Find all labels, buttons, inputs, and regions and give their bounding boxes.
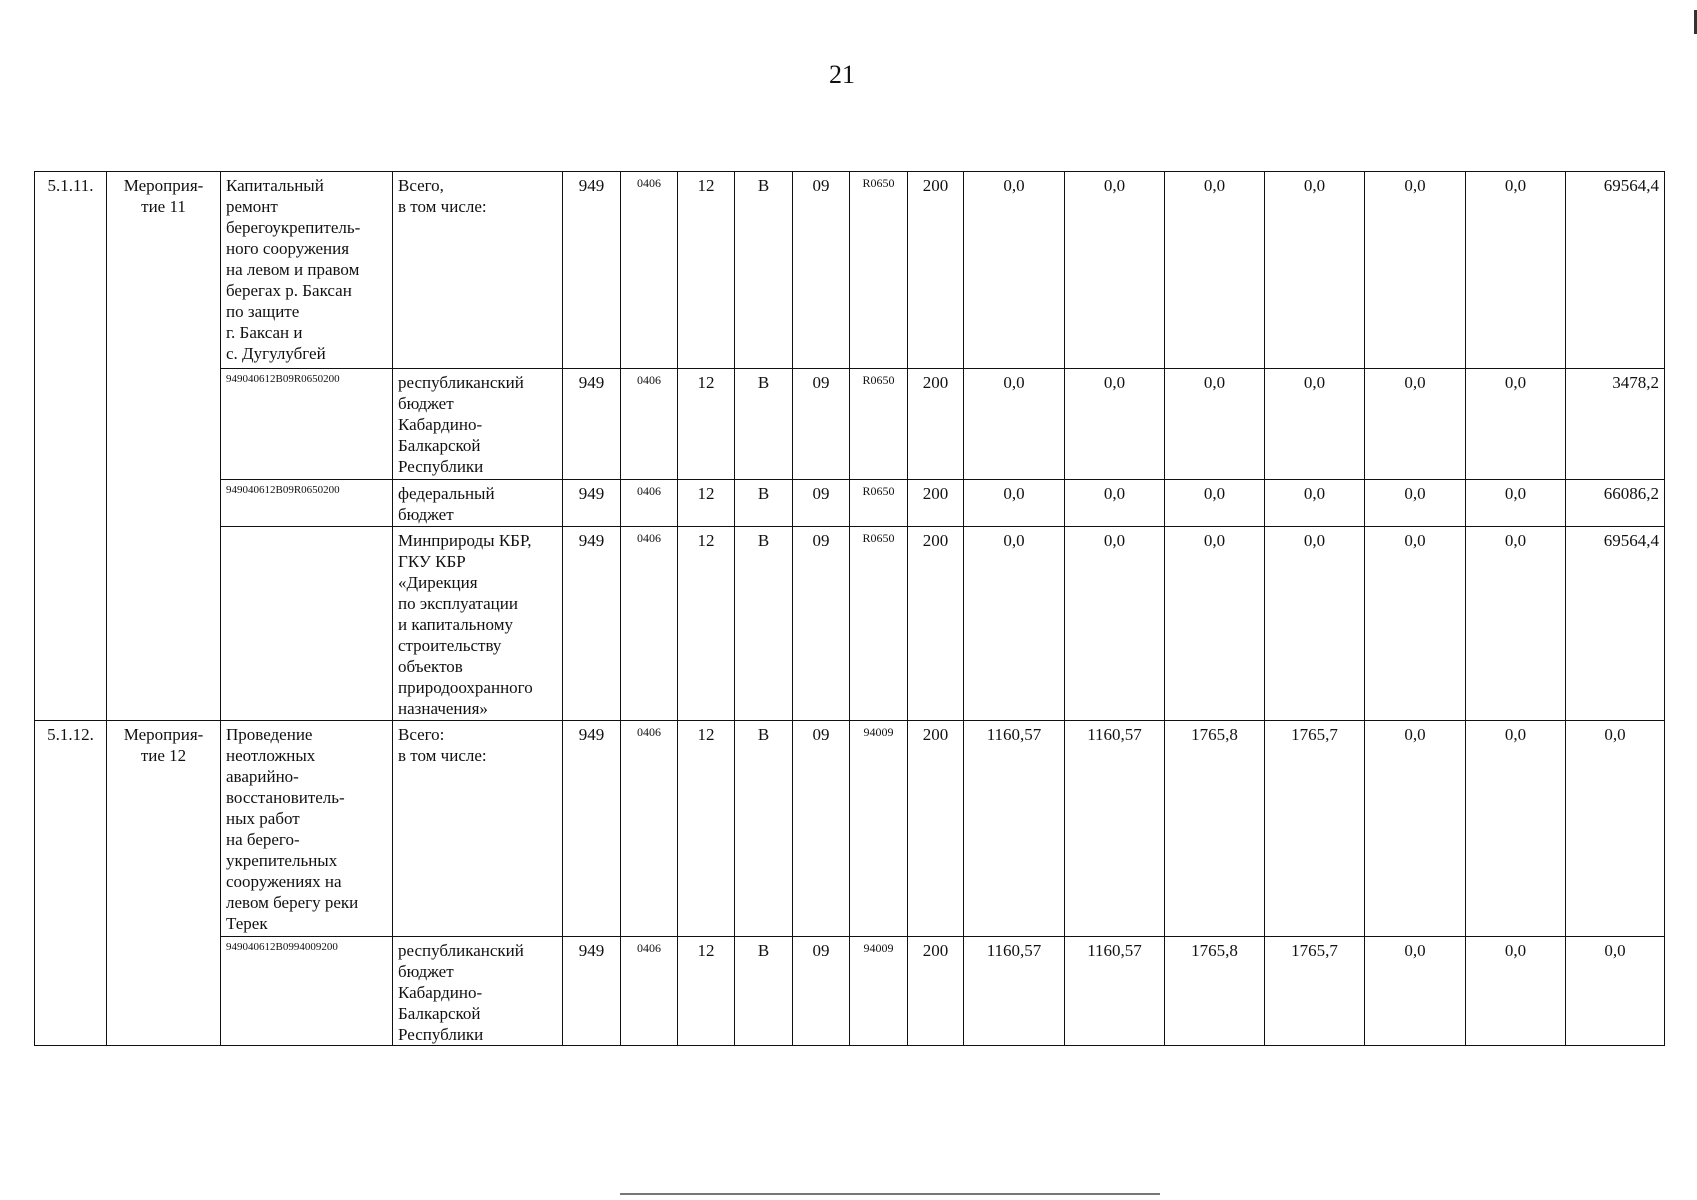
direction-cell: 94009	[850, 937, 908, 1046]
expense-type-cell: 200	[908, 369, 964, 480]
funding-source-cell: федеральный бюджет	[393, 480, 563, 527]
table-row	[35, 527, 1665, 721]
item-number-cell: 5.1.12.	[35, 721, 107, 1046]
main-event-cell: 09	[793, 527, 850, 721]
budget-code-cell: 949040612B0994009200	[221, 937, 393, 1046]
value-cell: 0,0	[964, 527, 1065, 721]
grbs-cell: 949	[563, 937, 621, 1046]
rzpr-cell: 0406	[621, 527, 678, 721]
value-cell: 0,0	[1165, 172, 1265, 369]
value-cell: 0,0	[1466, 480, 1566, 527]
expense-type-cell: 200	[908, 527, 964, 721]
program-cell: 12	[678, 172, 735, 369]
value-cell: 0,0	[1165, 480, 1265, 527]
value-cell: 0,0	[1065, 369, 1165, 480]
funding-source-cell: республиканский бюджет Кабардино- Балкарской Республики	[393, 369, 563, 480]
direction-cell: R0650	[850, 527, 908, 721]
budget-table	[34, 171, 1665, 1046]
value-cell: 1765,7	[1265, 721, 1365, 937]
rzpr-cell: 0406	[621, 369, 678, 480]
event-name-cell: Проведение неотложных аварийно- восстановитель- ных работ на берего- укрепительных сооружениях на левом берегу реки Терек	[221, 721, 393, 937]
value-cell: 0,0	[1265, 369, 1365, 480]
event-name-cell: Капитальный ремонт берегоукрепитель- ного сооружения на левом и правом берегах р. Баксан по защите г. Баксан и с. Дугулубгей	[221, 172, 393, 369]
value-cell: 0,0	[1365, 527, 1466, 721]
value-cell: 0,0	[1265, 527, 1365, 721]
rzpr-cell: 0406	[621, 172, 678, 369]
value-cell: 0,0	[1065, 527, 1165, 721]
table-row	[35, 172, 1665, 369]
value-cell: 0,0	[1365, 937, 1466, 1046]
main-event-cell: 09	[793, 480, 850, 527]
direction-cell: R0650	[850, 480, 908, 527]
subprogram-cell: В	[735, 172, 793, 369]
value-cell: 0,0	[1365, 721, 1466, 937]
table-row	[35, 721, 1665, 937]
table-row	[35, 480, 1665, 527]
value-cell: 0,0	[1265, 480, 1365, 527]
value-cell: 0,0	[964, 480, 1065, 527]
grbs-cell: 949	[563, 527, 621, 721]
value-cell: 0,0	[1466, 172, 1566, 369]
table-row	[35, 937, 1665, 1046]
grbs-cell: 949	[563, 172, 621, 369]
expense-type-cell: 200	[908, 937, 964, 1046]
subprogram-cell: В	[735, 937, 793, 1046]
main-event-cell: 09	[793, 721, 850, 937]
main-event-cell: 09	[793, 369, 850, 480]
subprogram-cell: В	[735, 480, 793, 527]
rzpr-cell: 0406	[621, 937, 678, 1046]
item-number-cell: 5.1.11.	[35, 172, 107, 721]
value-cell: 0,0	[1466, 527, 1566, 721]
main-event-cell: 09	[793, 937, 850, 1046]
value-cell: 69564,4	[1566, 527, 1665, 721]
program-cell: 12	[678, 369, 735, 480]
funding-source-cell: республиканский бюджет Кабардино- Балкарской Республики	[393, 937, 563, 1046]
value-cell: 1765,8	[1165, 721, 1265, 937]
page-number: 21	[829, 60, 855, 89]
direction-cell: R0650	[850, 369, 908, 480]
value-cell: 0,0	[1466, 369, 1566, 480]
funding-source-cell: Всего: в том числе:	[393, 721, 563, 937]
event-cell: Мероприя- тие 11	[107, 172, 221, 721]
value-cell: 1160,57	[1065, 937, 1165, 1046]
subprogram-cell: В	[735, 721, 793, 937]
value-cell: 0,0	[1365, 369, 1466, 480]
value-cell: 0,0	[1365, 172, 1466, 369]
value-cell: 69564,4	[1566, 172, 1665, 369]
event-cell: Мероприя- тие 12	[107, 721, 221, 1046]
value-cell: 0,0	[964, 369, 1065, 480]
subprogram-cell: В	[735, 527, 793, 721]
grbs-cell: 949	[563, 721, 621, 937]
program-cell: 12	[678, 937, 735, 1046]
value-cell: 0,0	[1065, 172, 1165, 369]
scan-artifact-line	[620, 1193, 1160, 1195]
value-cell: 0,0	[1466, 937, 1566, 1046]
value-cell: 1765,8	[1165, 937, 1265, 1046]
direction-cell: 94009	[850, 721, 908, 937]
program-cell: 12	[678, 721, 735, 937]
value-cell: 0,0	[1265, 172, 1365, 369]
funding-source-cell: Всего, в том числе:	[393, 172, 563, 369]
table-row	[35, 369, 1665, 480]
responsible-executor-cell: Минприроды КБР, ГКУ КБР «Дирекция по эксплуатации и капитальному строительству объектов природоохранного назначения»	[393, 527, 563, 721]
value-cell: 0,0	[1065, 480, 1165, 527]
grbs-cell: 949	[563, 480, 621, 527]
value-cell: 0,0	[1365, 480, 1466, 527]
grbs-cell: 949	[563, 369, 621, 480]
main-event-cell: 09	[793, 172, 850, 369]
budget-code-cell: 949040612B09R0650200	[221, 480, 393, 527]
value-cell: 0,0	[1165, 369, 1265, 480]
value-cell: 1765,7	[1265, 937, 1365, 1046]
value-cell: 1160,57	[964, 721, 1065, 937]
expense-type-cell: 200	[908, 480, 964, 527]
value-cell: 0,0	[1566, 937, 1665, 1046]
value-cell: 1160,57	[964, 937, 1065, 1046]
value-cell: 0,0	[964, 172, 1065, 369]
direction-cell: R0650	[850, 172, 908, 369]
rzpr-cell: 0406	[621, 721, 678, 937]
program-cell: 12	[678, 527, 735, 721]
program-cell: 12	[678, 480, 735, 527]
value-cell: 66086,2	[1566, 480, 1665, 527]
value-cell: 1160,57	[1065, 721, 1165, 937]
value-cell: 0,0	[1566, 721, 1665, 937]
value-cell: 0,0	[1466, 721, 1566, 937]
value-cell: 3478,2	[1566, 369, 1665, 480]
subprogram-cell: В	[735, 369, 793, 480]
expense-type-cell: 200	[908, 172, 964, 369]
budget-code-cell: 949040612B09R0650200	[221, 369, 393, 480]
budget-code-cell	[221, 527, 393, 721]
expense-type-cell: 200	[908, 721, 964, 937]
rzpr-cell: 0406	[621, 480, 678, 527]
value-cell: 0,0	[1165, 527, 1265, 721]
